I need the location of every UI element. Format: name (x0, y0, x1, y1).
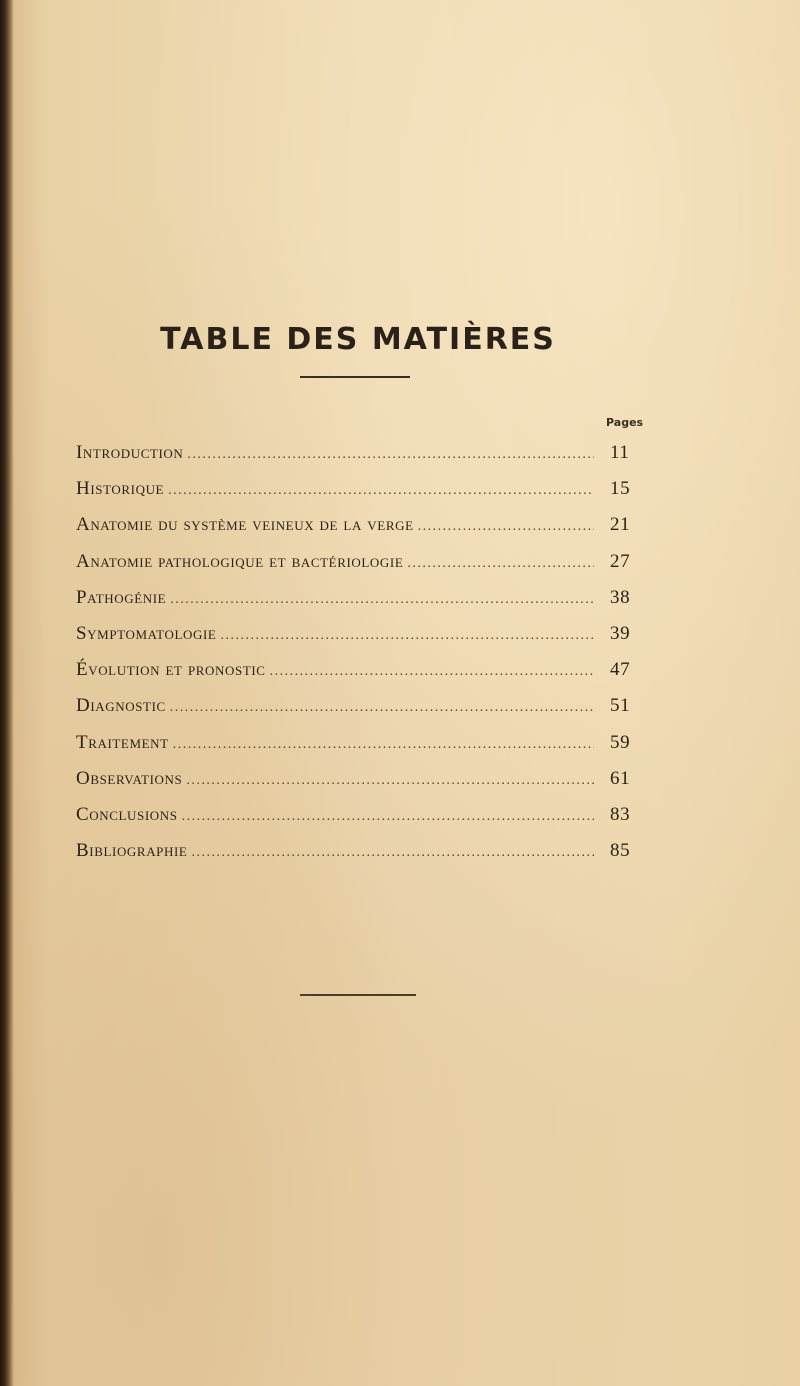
toc-entry-label: Conclusions (76, 803, 178, 825)
toc-entry-page: 59 (610, 731, 631, 753)
toc-entry-label: Anatomie pathologique et bactériologie (76, 550, 404, 572)
leader-dots (407, 556, 594, 572)
toc-entry-label: Symptomatologie (76, 622, 217, 644)
leader-dots (220, 628, 594, 644)
end-ornament-rule (300, 994, 416, 996)
leader-dots (173, 737, 594, 753)
toc-entry-label: Traitement (76, 731, 169, 753)
toc-entry-label: Anatomie du système veineux de la verge (76, 514, 414, 536)
toc-entry-introduction (76, 442, 656, 478)
toc-entry-pathogenie (76, 587, 656, 623)
toc-entry-page: 83 (610, 803, 631, 825)
toc-entry-label: Bibliographie (76, 840, 188, 862)
leader-dots (182, 809, 594, 825)
leader-dots (418, 519, 594, 535)
toc-entry-page: 11 (610, 442, 630, 463)
toc-entry-page: 15 (610, 478, 631, 500)
toc-entry-page: 38 (610, 586, 631, 608)
toc-entry-bibliographie (76, 840, 656, 876)
leader-dots (187, 447, 594, 463)
leader-dots (191, 845, 594, 861)
page-title: TABLE DES MATIÈRES (160, 322, 556, 358)
toc-entry-symptomatologie (76, 623, 656, 659)
toc-entry-diagnostic (76, 695, 656, 731)
toc-entry-evolution-pronostic (76, 659, 656, 695)
toc-entry-anatomie-systeme-veineux (76, 514, 656, 550)
title-divider (300, 376, 410, 378)
pages-column-header: Pages (606, 416, 644, 429)
toc-entry-anatomie-pathologique (76, 551, 656, 587)
toc-entry-label: Diagnostic (76, 695, 166, 717)
toc-entry-historique (76, 478, 656, 514)
toc-entry-page: 61 (610, 767, 631, 789)
toc-entry-page: 51 (610, 695, 631, 717)
toc-entry-label: Historique (76, 478, 165, 500)
toc-entry-page: 27 (610, 550, 631, 572)
toc-entry-label: Évolution et pronostic (76, 659, 266, 681)
leader-dots (168, 483, 594, 499)
toc-entry-page: 21 (610, 514, 631, 536)
toc-entry-page: 39 (610, 622, 631, 644)
toc-entry-label: Observations (76, 767, 183, 789)
toc-entry-traitement (76, 732, 656, 768)
toc-entry-conclusions (76, 804, 656, 840)
table-of-contents (76, 442, 656, 876)
leader-dots (186, 773, 594, 789)
leader-dots (270, 664, 594, 680)
leader-dots (170, 592, 594, 608)
toc-entry-label: Introduction (76, 442, 184, 463)
toc-entry-label: Pathogénie (76, 586, 167, 608)
leader-dots (170, 700, 594, 716)
toc-entry-observations (76, 768, 656, 804)
book-spine-shadow (0, 0, 14, 1386)
toc-entry-page: 47 (610, 659, 631, 681)
toc-entry-page: 85 (610, 840, 631, 862)
